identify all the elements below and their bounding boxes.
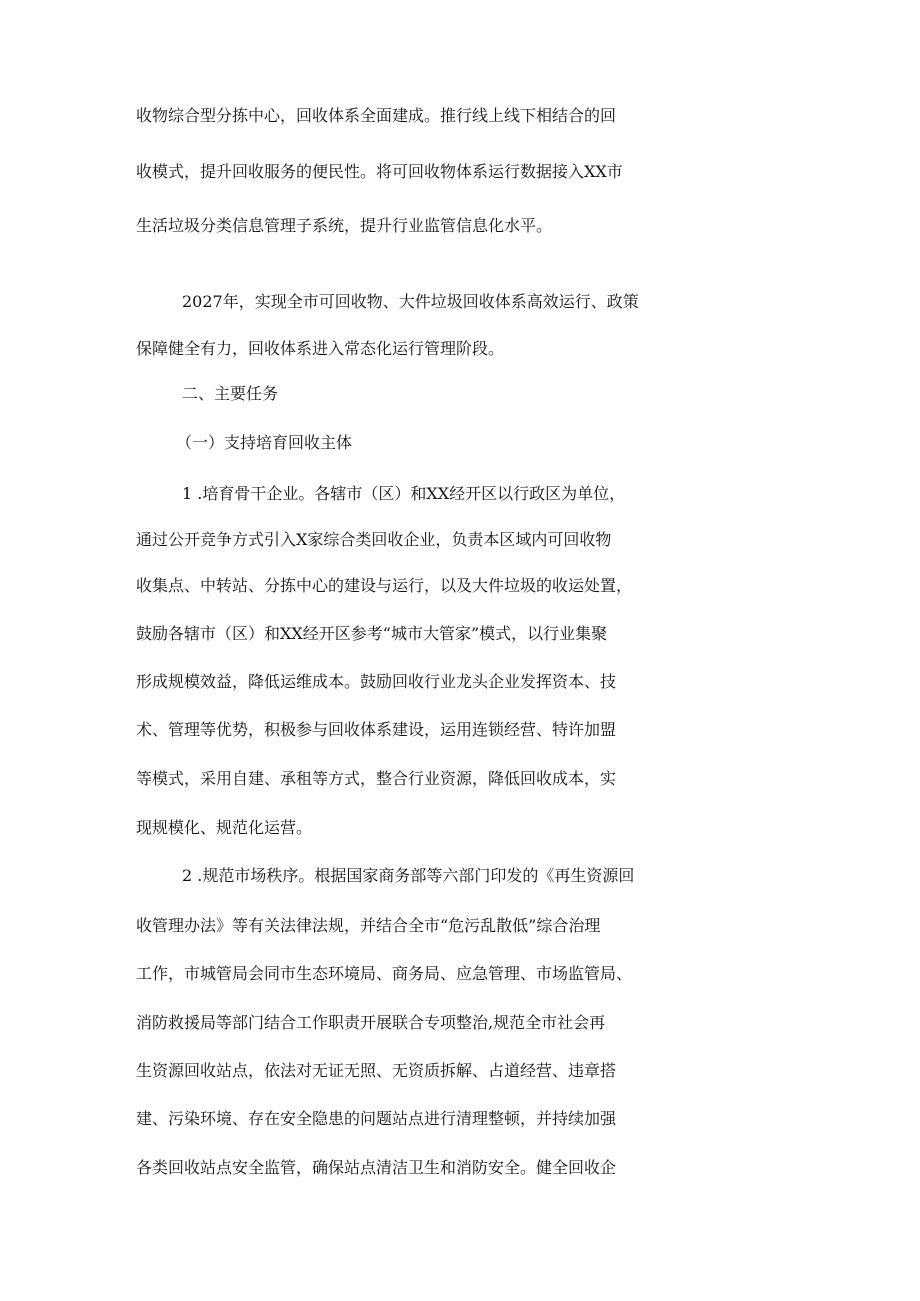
subsection-heading: （一）支持培育回收主体: [176, 433, 353, 452]
paragraph-line: 等模式，采用自建、承租等方式，整合行业资源，降低回收成本，实: [136, 769, 617, 788]
paragraph-line: 消防救援局等部门结合工作职责开展联合专项整治,规范全市社会再: [136, 1013, 606, 1032]
paragraph-line: 2027年，实现全市可回收物、大件垃圾回收体系高效运行、政策: [182, 292, 639, 311]
paragraph-line: 生活垃圾分类信息管理子系统，提升行业监管信息化水平。: [136, 216, 553, 235]
paragraph-line: 工作，市城管局会同市生态环境局、商务局、应急管理、市场监管局、: [136, 964, 633, 983]
paragraph-line: 术、管理等优势，积极参与回收体系建设，运用连锁经营、特许加盟: [136, 720, 617, 739]
paragraph-line: 收集点、中转站、分拣中心的建设与运行，以及大件垃圾的收运处置，: [136, 576, 633, 595]
paragraph-line: 保障健全有力，回收体系进入常态化运行管理阶段。: [136, 339, 505, 358]
paragraph-line: 建、污染环境、存在安全隐患的问题站点进行清理整顿，并持续加强: [136, 1109, 617, 1128]
paragraph-line: 鼓励各辖市（区）和XX经开区参考“城市大管家”模式，以行业集聚: [136, 624, 608, 643]
paragraph-line: 收模式，提升回收服务的便民性。将可回收物体系运行数据接入XX市: [136, 162, 623, 181]
paragraph-line: 生资源回收站点，依法对无证无照、无资质拆解、占道经营、违章搭: [136, 1061, 617, 1080]
paragraph-line: 现规模化、规范化运营。: [136, 818, 313, 837]
paragraph-line: 形成规模效益，降低运维成本。鼓励回收行业龙头企业发挥资本、技: [136, 672, 617, 691]
paragraph-line: 通过公开竞争方式引入X家综合类回收企业，负责本区域内可回收物: [136, 530, 612, 549]
paragraph-line: 各类回收站点安全监管，确保站点清洁卫生和消防安全。健全回收企: [136, 1158, 617, 1177]
paragraph-line: 收物综合型分拣中心，回收体系全面建成。推行线上线下相结合的回: [136, 106, 617, 125]
section-heading: 二、主要任务: [182, 384, 279, 403]
paragraph-line: 2 .规范市场秩序。根据国家商务部等六部门印发的《再生资源回: [182, 866, 635, 885]
paragraph-line: 收管理办法》等有关法律法规，并结合全市“危污乱散低”综合治理: [136, 916, 601, 935]
paragraph-line: 1 .培育骨干企业。各辖市（区）和XX经开区以行政区为单位，: [182, 484, 626, 503]
